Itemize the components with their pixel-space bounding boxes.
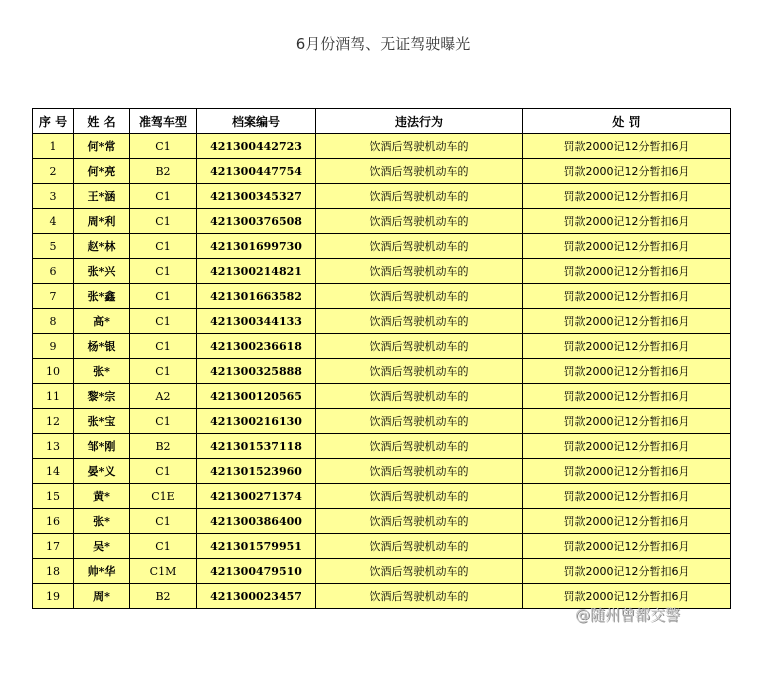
- cell-license-class: C1: [130, 234, 197, 259]
- cell-file-number: 421300344133: [197, 309, 316, 334]
- cell-file-number: 421300447754: [197, 159, 316, 184]
- cell-violation: 饮酒后驾驶机动车的: [316, 234, 523, 259]
- table-row: [33, 509, 731, 534]
- table-row: [33, 209, 731, 234]
- cell-penalty: 罚款2000记12分暂扣6月: [523, 134, 731, 159]
- cell-penalty: 罚款2000记12分暂扣6月: [523, 384, 731, 409]
- cell-penalty: 罚款2000记12分暂扣6月: [523, 434, 731, 459]
- table-row: [33, 184, 731, 209]
- header-file-number: 档案编号: [197, 109, 316, 134]
- cell-index: 5: [33, 234, 74, 259]
- cell-name: 张*兴: [74, 259, 130, 284]
- table-row: [33, 334, 731, 359]
- header-violation: 违法行为: [316, 109, 523, 134]
- cell-file-number: 421300442723: [197, 134, 316, 159]
- cell-violation: 饮酒后驾驶机动车的: [316, 484, 523, 509]
- cell-penalty: 罚款2000记12分暂扣6月: [523, 534, 731, 559]
- cell-file-number: 421300479510: [197, 559, 316, 584]
- cell-violation: 饮酒后驾驶机动车的: [316, 284, 523, 309]
- cell-name: 赵*林: [74, 234, 130, 259]
- cell-name: 张*: [74, 509, 130, 534]
- cell-file-number: 421300023457: [197, 584, 316, 609]
- cell-name: 晏*义: [74, 459, 130, 484]
- cell-file-number: 421300345327: [197, 184, 316, 209]
- cell-index: 19: [33, 584, 74, 609]
- table-header-row: [33, 109, 731, 134]
- cell-penalty: 罚款2000记12分暂扣6月: [523, 459, 731, 484]
- cell-index: 6: [33, 259, 74, 284]
- cell-name: 张*鑫: [74, 284, 130, 309]
- cell-license-class: C1: [130, 184, 197, 209]
- cell-license-class: C1: [130, 209, 197, 234]
- cell-index: 7: [33, 284, 74, 309]
- cell-file-number: 421300120565: [197, 384, 316, 409]
- header-penalty: 处 罚: [523, 109, 731, 134]
- cell-index: 10: [33, 359, 74, 384]
- cell-violation: 饮酒后驾驶机动车的: [316, 309, 523, 334]
- watermark-text: @随州曾都交警: [575, 606, 681, 624]
- cell-file-number: 421301537118: [197, 434, 316, 459]
- cell-violation: 饮酒后驾驶机动车的: [316, 409, 523, 434]
- cell-penalty: 罚款2000记12分暂扣6月: [523, 309, 731, 334]
- cell-license-class: C1M: [130, 559, 197, 584]
- cell-file-number: 421301699730: [197, 234, 316, 259]
- cell-license-class: C1: [130, 359, 197, 384]
- cell-file-number: 421300325888: [197, 359, 316, 384]
- cell-name: 高*: [74, 309, 130, 334]
- violation-table: [32, 108, 731, 609]
- cell-name: 王*涵: [74, 184, 130, 209]
- cell-name: 何*亮: [74, 159, 130, 184]
- cell-name: 周*: [74, 584, 130, 609]
- table-row: [33, 259, 731, 284]
- cell-penalty: 罚款2000记12分暂扣6月: [523, 234, 731, 259]
- cell-name: 杨*银: [74, 334, 130, 359]
- table-row: [33, 434, 731, 459]
- table-row: [33, 234, 731, 259]
- cell-name: 何*常: [74, 134, 130, 159]
- cell-file-number: 421300214821: [197, 259, 316, 284]
- cell-index: 17: [33, 534, 74, 559]
- cell-license-class: B2: [130, 584, 197, 609]
- cell-index: 13: [33, 434, 74, 459]
- cell-index: 16: [33, 509, 74, 534]
- cell-violation: 饮酒后驾驶机动车的: [316, 434, 523, 459]
- cell-name: 周*利: [74, 209, 130, 234]
- cell-penalty: 罚款2000记12分暂扣6月: [523, 484, 731, 509]
- table-row: [33, 484, 731, 509]
- cell-violation: 饮酒后驾驶机动车的: [316, 184, 523, 209]
- table-row: [33, 559, 731, 584]
- cell-file-number: 421301523960: [197, 459, 316, 484]
- table-row: [33, 359, 731, 384]
- cell-violation: 饮酒后驾驶机动车的: [316, 584, 523, 609]
- cell-file-number: 421300271374: [197, 484, 316, 509]
- table-row: [33, 384, 731, 409]
- cell-violation: 饮酒后驾驶机动车的: [316, 159, 523, 184]
- cell-penalty: 罚款2000记12分暂扣6月: [523, 259, 731, 284]
- table-row: [33, 409, 731, 434]
- cell-index: 3: [33, 184, 74, 209]
- cell-license-class: B2: [130, 159, 197, 184]
- cell-penalty: 罚款2000记12分暂扣6月: [523, 209, 731, 234]
- cell-file-number: 421301663582: [197, 284, 316, 309]
- cell-violation: 饮酒后驾驶机动车的: [316, 534, 523, 559]
- cell-name: 黄*: [74, 484, 130, 509]
- cell-violation: 饮酒后驾驶机动车的: [316, 384, 523, 409]
- cell-file-number: 421300376508: [197, 209, 316, 234]
- cell-license-class: C1: [130, 134, 197, 159]
- cell-penalty: 罚款2000记12分暂扣6月: [523, 409, 731, 434]
- cell-index: 8: [33, 309, 74, 334]
- cell-index: 14: [33, 459, 74, 484]
- cell-name: 邹*刚: [74, 434, 130, 459]
- cell-license-class: C1: [130, 534, 197, 559]
- table-row: [33, 284, 731, 309]
- cell-index: 2: [33, 159, 74, 184]
- cell-violation: 饮酒后驾驶机动车的: [316, 559, 523, 584]
- cell-index: 18: [33, 559, 74, 584]
- cell-penalty: 罚款2000记12分暂扣6月: [523, 584, 731, 609]
- cell-violation: 饮酒后驾驶机动车的: [316, 134, 523, 159]
- cell-penalty: 罚款2000记12分暂扣6月: [523, 559, 731, 584]
- cell-index: 1: [33, 134, 74, 159]
- cell-license-class: A2: [130, 384, 197, 409]
- cell-penalty: 罚款2000记12分暂扣6月: [523, 334, 731, 359]
- cell-name: 张*宝: [74, 409, 130, 434]
- cell-violation: 饮酒后驾驶机动车的: [316, 334, 523, 359]
- cell-name: 帅*华: [74, 559, 130, 584]
- cell-penalty: 罚款2000记12分暂扣6月: [523, 284, 731, 309]
- cell-name: 吴*: [74, 534, 130, 559]
- cell-license-class: C1E: [130, 484, 197, 509]
- header-license-class: 准驾车型: [130, 109, 197, 134]
- cell-violation: 饮酒后驾驶机动车的: [316, 459, 523, 484]
- table-row: [33, 159, 731, 184]
- cell-license-class: B2: [130, 434, 197, 459]
- table-row: [33, 534, 731, 559]
- page-title: 6月份酒驾、无证驾驶曝光: [295, 35, 471, 53]
- cell-penalty: 罚款2000记12分暂扣6月: [523, 359, 731, 384]
- cell-license-class: C1: [130, 259, 197, 284]
- cell-file-number: 421301579951: [197, 534, 316, 559]
- header-name: 姓 名: [74, 109, 130, 134]
- cell-license-class: C1: [130, 409, 197, 434]
- cell-license-class: C1: [130, 509, 197, 534]
- table-row: [33, 134, 731, 159]
- cell-penalty: 罚款2000记12分暂扣6月: [523, 159, 731, 184]
- cell-file-number: 421300216130: [197, 409, 316, 434]
- cell-license-class: C1: [130, 309, 197, 334]
- cell-license-class: C1: [130, 459, 197, 484]
- cell-file-number: 421300236618: [197, 334, 316, 359]
- cell-name: 张*: [74, 359, 130, 384]
- cell-penalty: 罚款2000记12分暂扣6月: [523, 184, 731, 209]
- cell-license-class: C1: [130, 334, 197, 359]
- cell-name: 黎*宗: [74, 384, 130, 409]
- table-row: [33, 459, 731, 484]
- cell-file-number: 421300386400: [197, 509, 316, 534]
- cell-violation: 饮酒后驾驶机动车的: [316, 259, 523, 284]
- cell-license-class: C1: [130, 284, 197, 309]
- cell-violation: 饮酒后驾驶机动车的: [316, 209, 523, 234]
- cell-index: 4: [33, 209, 74, 234]
- cell-penalty: 罚款2000记12分暂扣6月: [523, 509, 731, 534]
- cell-index: 9: [33, 334, 74, 359]
- cell-index: 11: [33, 384, 74, 409]
- table-row: [33, 309, 731, 334]
- header-index: 序 号: [33, 109, 74, 134]
- cell-violation: 饮酒后驾驶机动车的: [316, 509, 523, 534]
- cell-violation: 饮酒后驾驶机动车的: [316, 359, 523, 384]
- cell-index: 15: [33, 484, 74, 509]
- cell-index: 12: [33, 409, 74, 434]
